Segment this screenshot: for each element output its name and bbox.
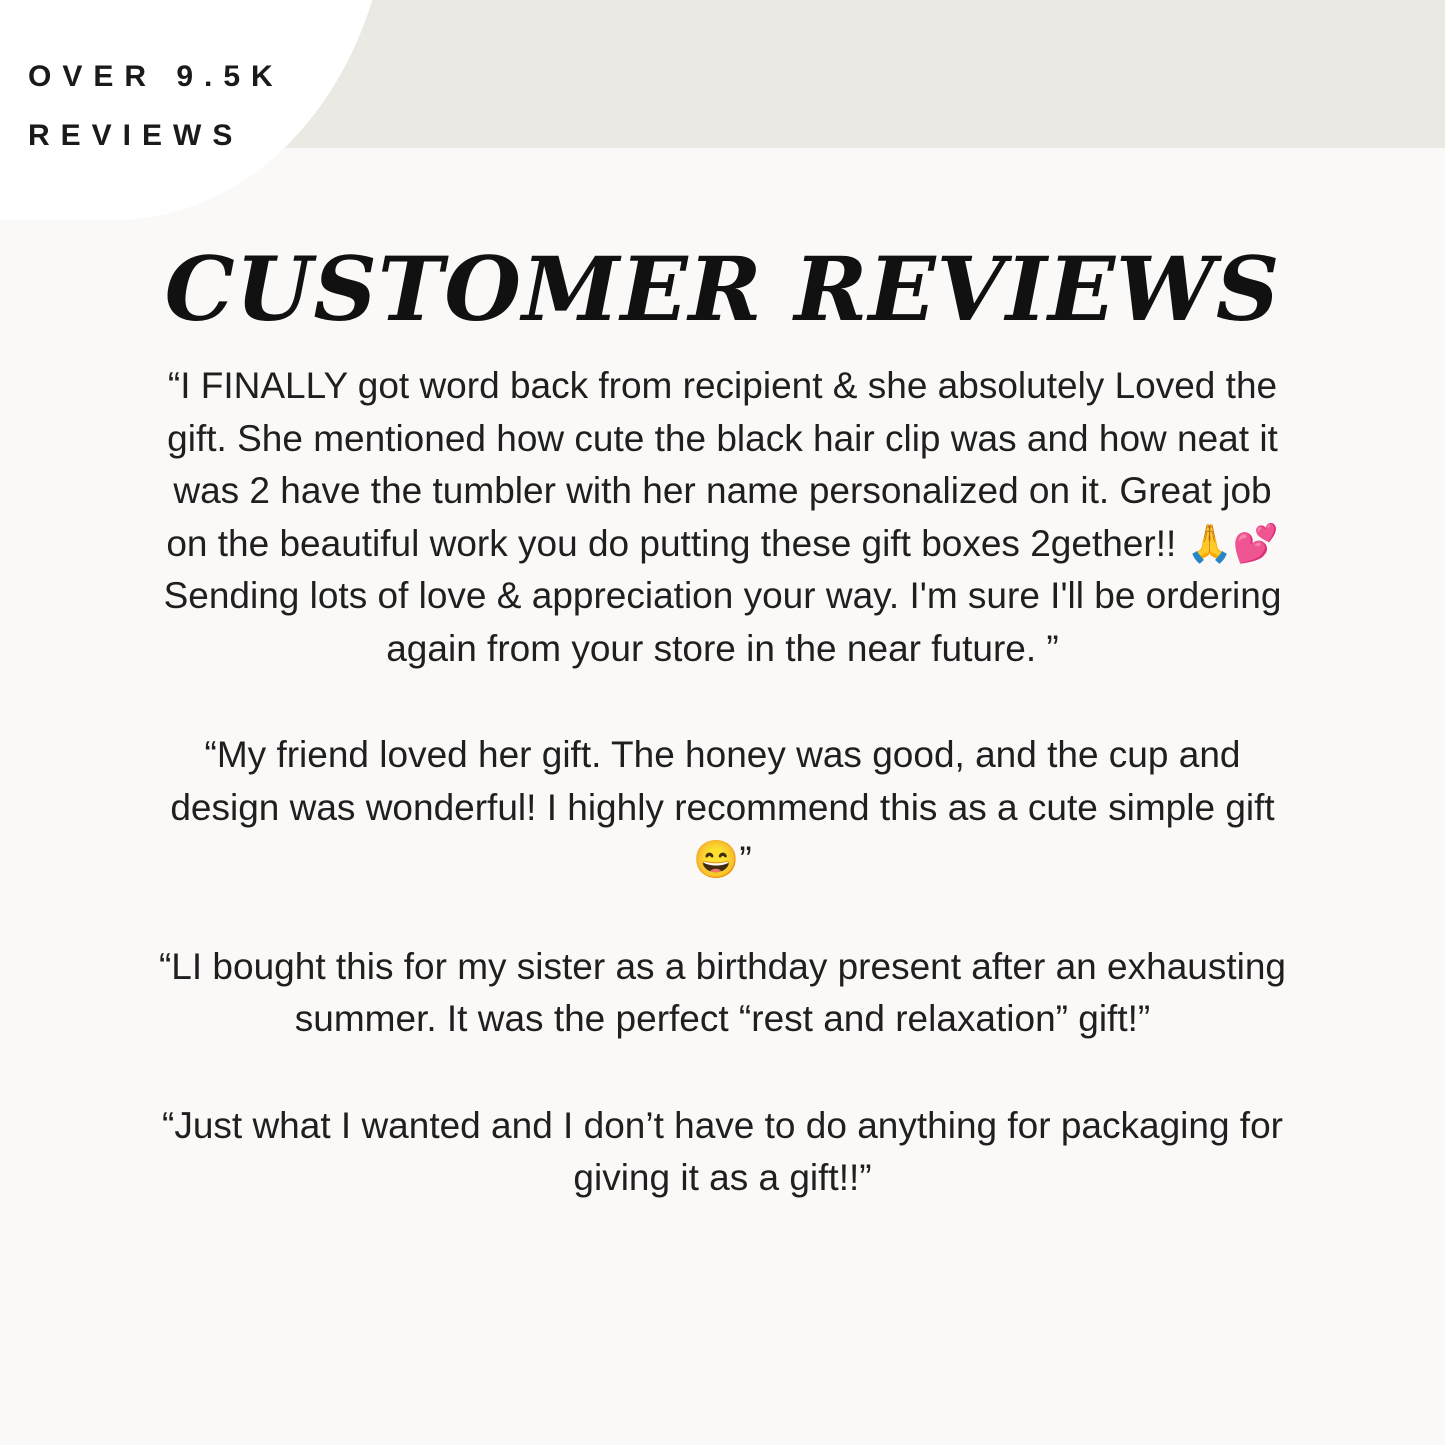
review-item: “My friend loved her gift. The honey was good, and the cup and design was wonderful! I highly recommend this as a cute simple gift😄”: [170, 734, 1275, 881]
page-title: CUSTOMER REVIEWS: [164, 236, 1281, 341]
reviews-count-badge-line-2: REVIEWS: [28, 118, 244, 152]
review-item: “Just what I wanted and I don’t have to do anything for packaging for giving it as a gift!!”: [162, 1104, 1283, 1199]
review-item: “LI bought this for my sister as a birthday present after an exhausting summer. It was the perfect “rest and relaxation” gift!”: [158, 945, 1287, 1040]
reviews-count-badge: [28, 48, 388, 165]
customer-reviews-list: [150, 360, 1295, 1205]
review-item: “I FINALLY got word back from recipient & she absolutely Loved the gift. She mentioned how cute the black hair clip was and how neat it was 2 have the tumbler with her name personalized on it. Great job on the beautiful work you do putting these gift boxes 2gether!! 🙏💕 Sending lots of love & appreciation your way. I'm sure I'll be ordering again from your store in the near future. ”: [163, 365, 1282, 669]
reviews-count-badge-line-1: OVER 9.5K: [28, 60, 284, 93]
